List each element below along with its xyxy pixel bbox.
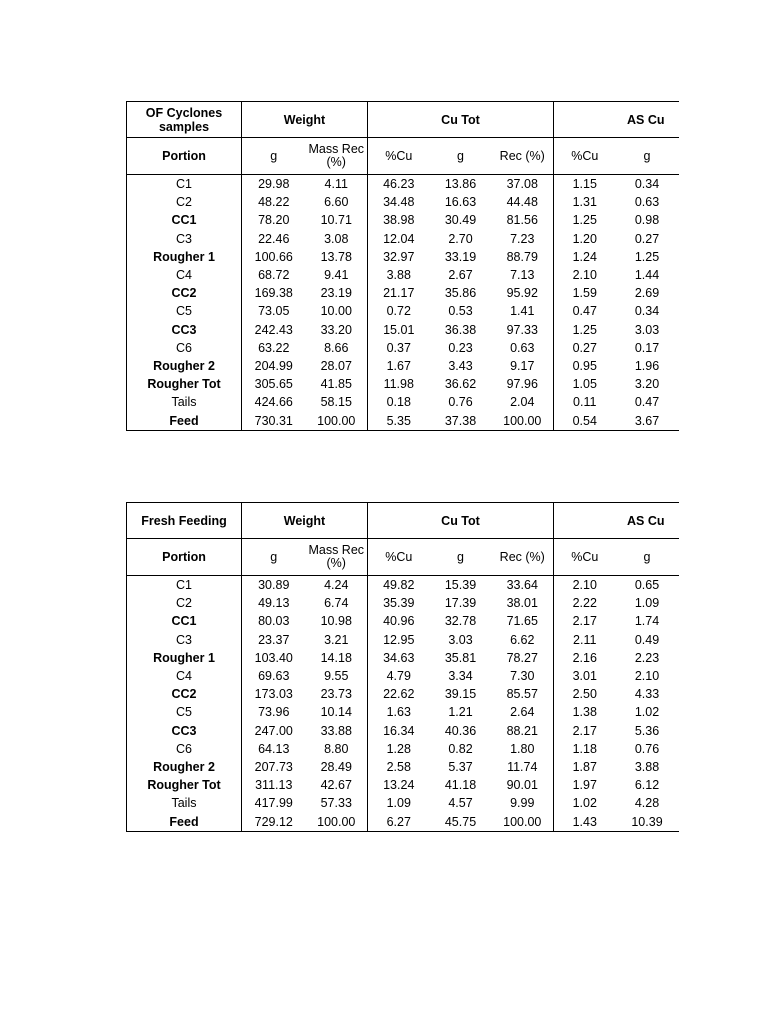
table-row [127,357,679,375]
portion-cell: Feed [127,411,242,430]
as-cu-g-cell: 0.98 [634,213,660,228]
portion-cell: Rougher 2 [127,758,242,776]
portion-cell: Rougher 1 [127,248,242,266]
cu-tot-g-cell: 0.76 [448,395,473,410]
table-row [127,685,679,703]
portion-cell: C3 [127,631,242,649]
as-cu-pct-cell: 2.17 [572,614,597,629]
as-cu-pct-cell: 2.17 [572,723,597,738]
weight-g-cell: 311.13 [255,778,293,793]
cu-tot-rec-cell: 100.00 [492,812,554,831]
portion-cell: Rougher 1 [127,649,242,667]
cu-tot-rec-cell: 78.27 [492,649,554,667]
cu-tot-rec-cell: 44.48 [492,193,554,211]
cu-tot-g-cell: 16.63 [444,195,477,210]
as-cu-pct-cell: 2.16 [572,650,597,665]
cu-tot-pct-cell: 0.18 [386,395,411,410]
as-cu-g-cell: 0.65 [634,578,660,593]
fresh-feeding-table [126,502,678,832]
column-header-row [127,539,679,576]
cu-tot-g-cell: 3.43 [448,358,473,373]
portion-cell: Tails [127,393,242,411]
portion-cell: C4 [127,667,242,685]
cu-tot-rec-cell: 6.62 [492,631,554,649]
cu-tot-rec-cell: 7.13 [492,266,554,284]
mass-rec-cell: 42.67 [306,776,368,794]
as-cu-g-cell: 0.63 [634,195,660,210]
weight-g-cell: 247.00 [254,723,293,738]
portion-cell: C5 [127,302,242,320]
table-row [127,266,679,284]
cu-tot-pct-cell: 12.95 [383,632,415,647]
mass-rec-cell: 10.98 [306,612,368,630]
mass-rec-cell: 8.80 [306,740,368,758]
weight-g-cell: 80.03 [258,614,290,629]
cu-tot-rec-header: Rec (%) [492,138,554,175]
as-cu-g-cell: 10.39 [631,814,663,829]
cu-tot-rec-cell: 7.30 [492,667,554,685]
as-cu-g-cell: 5.36 [634,723,660,738]
mass-rec-cell: 3.21 [306,631,368,649]
as-cu-pct-cell: 0.54 [572,413,597,428]
cu-tot-g-cell: 33.19 [444,249,477,264]
cu-tot-g-cell: 30.49 [444,213,477,228]
cu-tot-pct-cell: 49.82 [383,578,415,593]
as-cu-pct-cell: 1.20 [572,231,597,246]
cu-tot-g-cell: 3.03 [448,632,473,647]
table-row [127,703,679,721]
weight-g-cell: 64.13 [258,741,290,756]
cu-tot-rec-cell: 88.21 [492,722,554,740]
cu-tot-rec-cell: 71.65 [492,612,554,630]
cu-tot-g-cell: 0.53 [448,304,473,319]
weight-g-cell: 29.98 [258,177,290,192]
cu-tot-pct-cell: 0.37 [386,340,411,355]
cu-tot-g-cell: 0.23 [448,340,473,355]
as-cu-g-cell: 1.74 [634,614,660,629]
cu-tot-pct-cell: 32.97 [383,249,415,264]
table-row [127,722,679,740]
cu-tot-rec-cell: 2.64 [492,703,554,721]
as-cu-g-cell: 0.27 [634,231,660,246]
cu-tot-rec-cell: 9.17 [492,357,554,375]
portion-cell: C6 [127,740,242,758]
column-header-row [127,138,679,175]
weight-g-cell: 22.46 [258,231,290,246]
weight-g-cell: 305.65 [254,377,293,392]
as-cu-pct-cell: 1.25 [572,322,597,337]
as-cu-g-cell: 4.28 [634,796,660,811]
as-cu-g-header: g [616,539,679,576]
cu-tot-rec-cell: 1.80 [492,740,554,758]
mass-rec-header: Mass Rec (%) [306,138,368,175]
of-cyclones-table [126,101,678,431]
mass-rec-cell: 9.55 [306,667,368,685]
cu-tot-g-cell: 36.62 [444,377,477,392]
as-cu-g-cell: 0.47 [634,395,660,410]
cu-tot-rec-cell: 88.79 [492,248,554,266]
portion-cell: CC3 [127,722,242,740]
as-cu-pct-header: %Cu [554,539,616,576]
as-cu-g-cell: 1.96 [634,358,660,373]
mass-rec-cell: 8.66 [306,339,368,357]
cu-tot-pct-header: %Cu [368,539,430,576]
portion-cell: Rougher 2 [127,357,242,375]
as-cu-pct-cell: 0.11 [573,395,597,410]
table-title: Fresh Feeding [127,503,242,539]
cu-tot-g-cell: 13.86 [444,177,477,192]
cu-tot-pct-cell: 0.72 [386,304,411,319]
cu-tot-pct-cell: 16.34 [383,723,415,738]
cu-tot-g-cell: 37.38 [444,413,477,428]
weight-g-cell: 729.12 [254,814,293,829]
mass-rec-header: Mass Rec (%) [306,539,368,576]
table-title: OF Cyclones samples [127,102,242,138]
portion-cell: CC1 [127,211,242,229]
cu-tot-pct-cell: 34.48 [383,195,415,210]
cu-tot-g-cell: 40.36 [444,723,477,738]
weight-g-cell: 68.72 [258,268,290,283]
weight-g-cell: 242.43 [254,322,293,337]
mass-rec-cell: 57.33 [306,794,368,812]
as-cu-g-cell: 1.02 [634,705,660,720]
as-cu-g-cell: 3.88 [634,759,660,774]
cu-tot-pct-cell: 34.63 [383,650,415,665]
cu-tot-pct-cell: 1.63 [386,705,411,720]
table-row [127,375,679,393]
cu-tot-rec-cell: 81.56 [492,211,554,229]
cu-tot-pct-cell: 2.58 [386,759,411,774]
cu-tot-rec-cell: 97.96 [492,375,554,393]
cu-tot-pct-cell: 6.27 [386,814,411,829]
as-cu-group-header: AS Cu [554,503,679,539]
as-cu-pct-cell: 2.22 [572,596,597,611]
mass-rec-cell: 28.49 [306,758,368,776]
cu-tot-rec-header: Rec (%) [492,539,554,576]
portion-cell: CC3 [127,321,242,339]
table-row [127,631,679,649]
cu-tot-pct-cell: 38.98 [383,213,415,228]
cu-tot-g-cell: 1.21 [448,705,473,720]
cu-tot-rec-cell: 38.01 [492,594,554,612]
as-cu-pct-cell: 1.59 [572,286,597,301]
portion-cell: CC2 [127,685,242,703]
portion-cell: C2 [127,594,242,612]
as-cu-pct-cell: 1.18 [572,741,597,756]
cu-tot-g-cell: 32.78 [444,614,477,629]
mass-rec-cell: 6.60 [306,193,368,211]
weight-g-cell: 204.99 [254,358,293,373]
cu-tot-g-cell: 3.34 [448,669,473,684]
portion-header: Portion [127,138,242,175]
mass-rec-cell: 10.71 [306,211,368,229]
table-row [127,794,679,812]
table-row [127,812,679,831]
cu-tot-pct-header: %Cu [368,138,430,175]
table-row [127,339,679,357]
as-cu-g-cell: 3.20 [634,377,660,392]
mass-rec-cell: 13.78 [306,248,368,266]
portion-header: Portion [127,539,242,576]
cu-tot-pct-cell: 12.04 [383,231,415,246]
table-row [127,321,679,339]
mass-rec-cell: 23.73 [306,685,368,703]
cu-tot-rec-cell: 97.33 [492,321,554,339]
table-row [127,193,679,211]
cu-tot-g-cell: 4.57 [448,796,473,811]
cu-tot-pct-cell: 22.62 [383,687,415,702]
mass-rec-cell: 100.00 [306,411,368,430]
weight-g-cell: 100.66 [254,249,293,264]
cu-tot-rec-cell: 33.64 [492,576,554,595]
as-cu-pct-cell: 1.24 [572,249,597,264]
cu-tot-pct-cell: 5.35 [386,413,411,428]
table-row [127,230,679,248]
as-cu-pct-cell: 2.10 [572,268,597,283]
weight-g-cell: 169.38 [254,286,293,301]
as-cu-g-cell: 0.76 [634,741,660,756]
weight-g-cell: 73.96 [258,705,290,720]
portion-cell: Rougher Tot [127,375,242,393]
weight-g-cell: 417.99 [254,796,293,811]
as-cu-pct-cell: 0.27 [572,340,597,355]
portion-cell: Tails [127,794,242,812]
as-cu-pct-cell: 1.97 [572,778,597,793]
cu-tot-rec-cell: 7.23 [492,230,554,248]
portion-cell: C2 [127,193,242,211]
mass-rec-cell: 58.15 [306,393,368,411]
cu-tot-g-cell: 17.39 [444,596,477,611]
as-cu-pct-cell: 1.87 [572,759,597,774]
cu-tot-g-header: g [430,138,492,175]
cu-tot-rec-cell: 11.74 [492,758,554,776]
cu-tot-pct-cell: 35.39 [383,596,415,611]
as-cu-g-cell: 0.49 [634,632,660,647]
table-row [127,776,679,794]
as-cu-g-cell: 6.12 [634,778,660,793]
as-cu-g-cell: 0.17 [634,340,660,355]
as-cu-pct-cell: 0.47 [572,304,597,319]
table-row [127,576,679,595]
cu-tot-g-cell: 41.18 [444,778,477,793]
mass-rec-cell: 33.20 [306,321,368,339]
weight-g-cell: 424.66 [254,395,293,410]
as-cu-g-cell: 2.10 [634,669,660,684]
as-cu-g-header: g [616,138,679,175]
mass-rec-cell: 4.24 [306,576,368,595]
table-row [127,667,679,685]
weight-g-cell: 78.20 [258,213,290,228]
table-row [127,740,679,758]
mass-rec-cell: 6.74 [306,594,368,612]
as-cu-pct-cell: 3.01 [572,669,597,684]
cu-tot-rec-cell: 2.04 [492,393,554,411]
as-cu-pct-header: %Cu [554,138,616,175]
cu-tot-pct-cell: 13.24 [383,778,415,793]
table-row [127,594,679,612]
as-cu-pct-cell: 1.02 [572,796,597,811]
portion-cell: C4 [127,266,242,284]
cu-tot-pct-cell: 4.79 [386,669,411,684]
cu-tot-rec-cell: 90.01 [492,776,554,794]
mass-rec-cell: 14.18 [306,649,368,667]
weight-g-cell: 69.63 [258,669,290,684]
cu-tot-pct-cell: 46.23 [383,177,415,192]
weight-g-cell: 23.37 [258,632,290,647]
cu-tot-pct-cell: 21.17 [383,286,415,301]
cu-tot-pct-cell: 1.67 [386,358,411,373]
mass-rec-cell: 41.85 [306,375,368,393]
mass-rec-cell: 23.19 [306,284,368,302]
as-cu-pct-cell: 1.43 [572,814,597,829]
weight-group-header: Weight [242,503,368,539]
cu-tot-g-cell: 0.82 [448,741,473,756]
weight-g-cell: 49.13 [258,596,290,611]
as-cu-pct-cell: 1.38 [572,705,597,720]
mass-rec-cell: 28.07 [306,357,368,375]
cu-tot-rec-cell: 85.57 [492,685,554,703]
mass-rec-cell: 33.88 [306,722,368,740]
weight-g-cell: 173.03 [254,687,293,702]
weight-g-cell: 48.22 [258,195,290,210]
as-cu-pct-cell: 1.15 [572,177,597,192]
as-cu-pct-cell: 0.95 [572,358,597,373]
as-cu-g-cell: 1.25 [634,249,660,264]
as-cu-pct-cell: 1.05 [572,377,597,392]
mass-rec-cell: 10.00 [306,302,368,320]
table-row [127,649,679,667]
mass-rec-cell: 9.41 [306,266,368,284]
cu-tot-g-cell: 2.70 [448,231,473,246]
as-cu-pct-cell: 2.10 [572,578,597,593]
cu-tot-g-cell: 45.75 [444,814,477,829]
as-cu-pct-cell: 2.50 [572,687,597,702]
mass-rec-cell: 10.14 [306,703,368,721]
as-cu-g-cell: 1.09 [634,596,660,611]
weight-g-header: g [242,138,306,175]
as-cu-g-cell: 2.23 [634,650,660,665]
portion-cell: C1 [127,576,242,595]
table-row [127,612,679,630]
cu-tot-pct-cell: 3.88 [386,268,411,283]
weight-group-header: Weight [242,102,368,138]
as-cu-group-header: AS Cu [554,102,679,138]
table-row [127,411,679,430]
as-cu-pct-cell: 1.31 [572,195,597,210]
group-header-row [127,102,679,138]
mass-rec-cell: 4.11 [306,175,368,194]
cu-tot-g-cell: 36.38 [444,322,477,337]
as-cu-g-cell: 3.67 [634,413,660,428]
cu-tot-rec-cell: 9.99 [492,794,554,812]
cu-tot-g-cell: 35.86 [444,286,477,301]
table-row [127,302,679,320]
portion-cell: Rougher Tot [127,776,242,794]
weight-g-cell: 103.40 [254,650,293,665]
cu-tot-rec-cell: 37.08 [492,175,554,194]
weight-g-cell: 30.89 [258,578,290,593]
cu-tot-g-cell: 15.39 [444,578,477,593]
cu-tot-rec-cell: 100.00 [492,411,554,430]
as-cu-g-cell: 1.44 [634,268,660,283]
cu-tot-g-cell: 5.37 [448,759,473,774]
cu-tot-g-cell: 2.67 [448,268,473,283]
as-cu-pct-cell: 2.11 [573,632,597,647]
table-row [127,393,679,411]
data-table [126,101,679,431]
cu-tot-group-header: Cu Tot [368,102,554,138]
weight-g-cell: 207.73 [254,759,293,774]
table-row [127,758,679,776]
mass-rec-cell: 3.08 [306,230,368,248]
cu-tot-rec-cell: 0.63 [492,339,554,357]
cu-tot-g-header: g [430,539,492,576]
data-table [126,502,679,832]
cu-tot-pct-cell: 1.28 [386,741,411,756]
cu-tot-pct-cell: 11.98 [383,377,414,392]
weight-g-cell: 63.22 [258,340,290,355]
portion-cell: CC2 [127,284,242,302]
portion-cell: C1 [127,175,242,194]
portion-cell: C6 [127,339,242,357]
cu-tot-pct-cell: 40.96 [383,614,415,629]
cu-tot-pct-cell: 15.01 [383,322,415,337]
weight-g-cell: 730.31 [254,413,293,428]
as-cu-pct-cell: 1.25 [572,213,597,228]
table-row [127,175,679,194]
as-cu-g-cell: 4.33 [634,687,660,702]
cu-tot-group-header: Cu Tot [368,503,554,539]
cu-tot-pct-cell: 1.09 [386,796,411,811]
as-cu-g-cell: 0.34 [634,304,660,319]
weight-g-cell: 73.05 [258,304,290,319]
cu-tot-rec-cell: 1.41 [492,302,554,320]
as-cu-g-cell: 0.34 [634,177,660,192]
as-cu-g-cell: 2.69 [634,286,660,301]
portion-cell: C5 [127,703,242,721]
table-row [127,248,679,266]
cu-tot-g-cell: 35.81 [444,650,477,665]
cu-tot-g-cell: 39.15 [444,687,477,702]
portion-cell: CC1 [127,612,242,630]
group-header-row [127,503,679,539]
table-row [127,211,679,229]
portion-cell: Feed [127,812,242,831]
cu-tot-rec-cell: 95.92 [492,284,554,302]
as-cu-g-cell: 3.03 [634,322,660,337]
table-row [127,284,679,302]
portion-cell: C3 [127,230,242,248]
weight-g-header: g [242,539,306,576]
mass-rec-cell: 100.00 [306,812,368,831]
